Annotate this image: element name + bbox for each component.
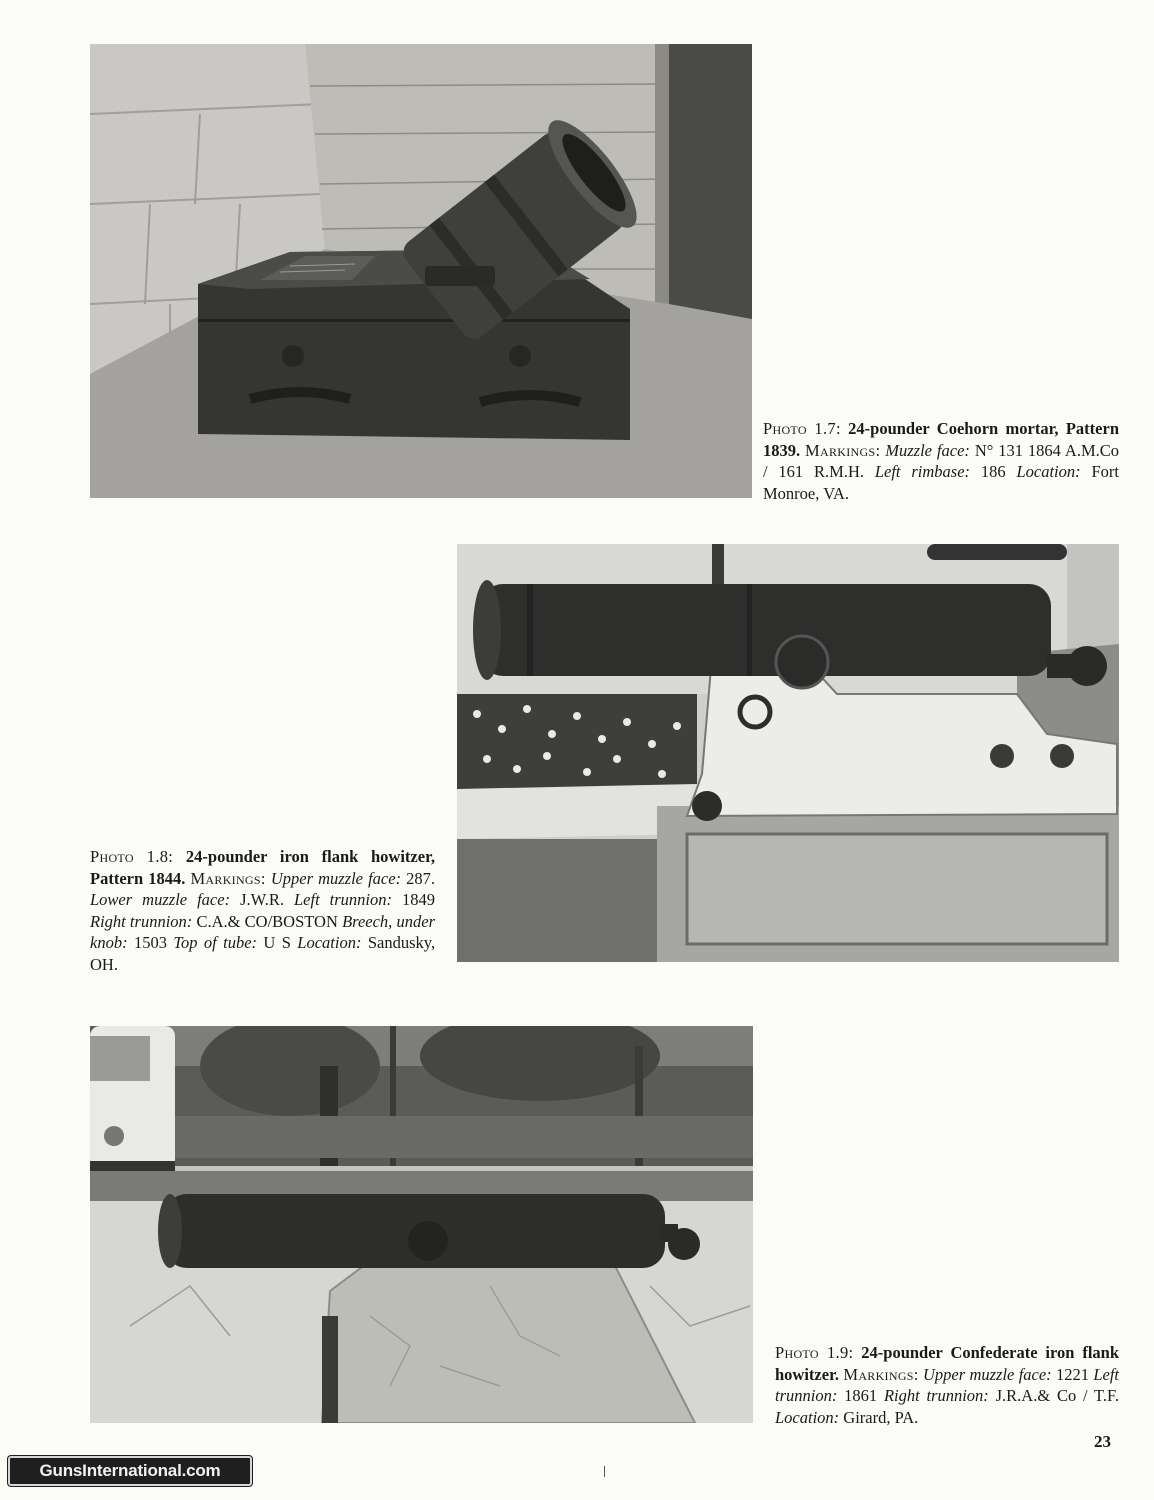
watermark-text: GunsInternational.com bbox=[39, 1461, 221, 1480]
marking-value: N° 131 1864 A.M.Co / 161 R.M.H. bbox=[763, 440, 1120, 481]
caption-photo-1-7 bbox=[763, 418, 1119, 504]
marking-label: Top of tube: bbox=[173, 933, 258, 952]
photo-title: 24-pounder Confederate iron flank howitzer. bbox=[775, 1343, 1120, 1384]
caption-photo-1-8 bbox=[90, 846, 435, 975]
markings-label: Markings: bbox=[190, 868, 266, 888]
location-value: Sandusky, OH. bbox=[90, 933, 436, 974]
marking-value: 1503 bbox=[133, 933, 167, 952]
caption-photo-1-9 bbox=[775, 1342, 1119, 1428]
marking-label: Right trunnion: bbox=[90, 911, 193, 931]
photo-label: Photo 1.9: bbox=[775, 1343, 854, 1362]
photo-label: Photo 1.8: bbox=[90, 847, 174, 866]
marking-label: Lower muzzle face: bbox=[90, 890, 231, 909]
marking-value: 186 bbox=[980, 462, 1006, 481]
marking-label: Left trunnion: bbox=[775, 1364, 1119, 1405]
location-label: Location: bbox=[297, 933, 362, 952]
marking-value: C.A.& CO/BOSTON bbox=[196, 911, 338, 931]
page-mark bbox=[604, 1466, 605, 1477]
location-label: Location: bbox=[775, 1407, 840, 1427]
photo-title: 24-pounder iron flank howitzer, Pattern 1844. bbox=[90, 847, 436, 888]
location-value: Girard, PA. bbox=[843, 1407, 919, 1427]
marking-label: Left rimbase: bbox=[874, 462, 971, 481]
location-value: Fort Monroe, VA. bbox=[763, 462, 1119, 503]
page-number: 23 bbox=[1094, 1432, 1111, 1451]
markings-label: Markings: bbox=[843, 1364, 919, 1384]
location-label: Location: bbox=[1016, 462, 1081, 481]
marking-value: 1221 bbox=[1056, 1364, 1089, 1384]
photo-iron-flank-howitzer bbox=[457, 544, 1119, 962]
marking-value: U S bbox=[263, 933, 291, 952]
marking-label: Right trunnion: bbox=[883, 1386, 989, 1405]
marking-value: 1861 bbox=[844, 1386, 878, 1405]
marking-value: 1849 bbox=[402, 890, 436, 909]
marking-label: Muzzle face: bbox=[885, 440, 970, 460]
marking-label: Upper muzzle face: bbox=[270, 868, 402, 888]
marking-label: Left trunnion: bbox=[294, 890, 393, 909]
marking-value: 287. bbox=[406, 868, 436, 888]
photo-confederate-howitzer bbox=[90, 1026, 753, 1423]
marking-value: J.W.R. bbox=[240, 890, 284, 909]
markings-label: Markings: bbox=[805, 440, 881, 460]
marking-label: Breech, under knob: bbox=[90, 911, 435, 952]
photo-label: Photo 1.7: bbox=[763, 419, 841, 438]
marking-label: Upper muzzle face: bbox=[922, 1364, 1052, 1384]
photo-coehorn-mortar bbox=[90, 44, 752, 498]
marking-value: J.R.A.& Co / T.F. bbox=[995, 1386, 1120, 1405]
photo-title: 24-pounder Coehorn mortar, Pattern 1839. bbox=[763, 419, 1119, 460]
watermark-logo bbox=[8, 1456, 252, 1486]
